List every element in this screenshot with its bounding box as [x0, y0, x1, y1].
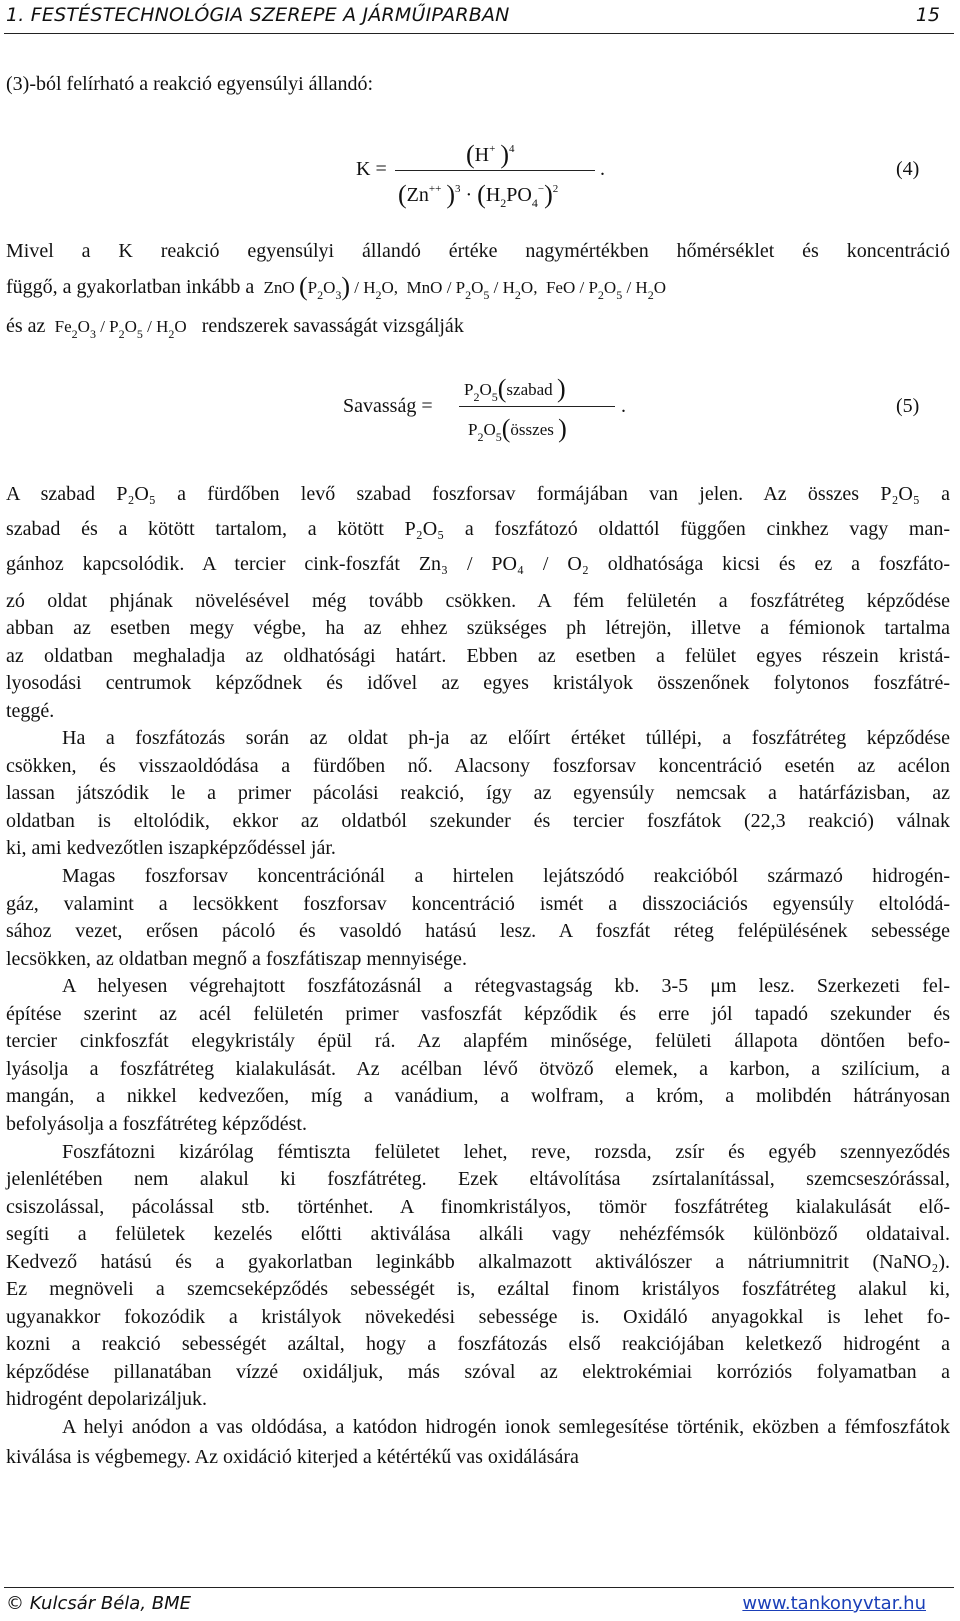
body-line: Kedvező hatású és a gyakorlatban leginkább alkalmazott aktiválószer a nátriumnitrit (NaNO₂). [6, 1251, 950, 1273]
text-line-a: Mivel a K reakció egyensúlyi állandó értéke nagymértékben hőmérséklet és koncentráció [6, 240, 950, 262]
body-line: A helyesen végrehajtott foszfátozásnál a rétegvastagság kb. 3-5 μm lesz. Szerkezeti fel- [62, 975, 950, 997]
eq4-lhs: K = [356, 158, 387, 180]
page-footer [0, 1587, 960, 1621]
eq5-dot: . [621, 395, 626, 417]
body-line: építése szerint az acél felületén primer vasfoszfát képződik és erre jól tapadó szekunder és [6, 1003, 950, 1025]
body-line: oldatban is eltolódik, ekkor az oldatból szekunder és tercier foszfátok (22,3 reakció) válnak [6, 810, 950, 832]
eq5-fraction-bar [459, 406, 615, 407]
eq5-lhs: Savasság = [343, 395, 433, 417]
body-line: Ha a foszfátozás során az oldat ph-ja az előírt értéket túllépi, a foszfátréteg képződése [62, 727, 950, 749]
body-line: gánhoz kapcsolódik. A tercier cink-foszfát Zn₃ / PO₄ / O₂ oldhatósága kicsi és ez a foszfáto- [6, 553, 950, 575]
body-line: zó oldat phjának növelésével még tovább csökken. A fém felületén a foszfátréteg képződése [6, 590, 950, 612]
header-rule [4, 33, 954, 34]
eq4-numerator: (H+ )$^4$ [466, 140, 515, 169]
eq4-fraction-bar [395, 170, 595, 171]
page-number: 15 [915, 4, 940, 26]
body-line: teggé. [6, 700, 55, 722]
body-line: hidrogént depolarizáljuk. [6, 1388, 208, 1410]
eq4-dot: . [600, 158, 605, 180]
body-line: csökken, és visszaoldódása a fürdőben nő. Alacsony foszforsav koncentráció esetén az acélon [6, 755, 950, 777]
footer-link[interactable]: www.tankonyvtar.hu [742, 1593, 926, 1614]
body-line: lyásolja a foszfátréteg kialakulását. Az acélban lévő ötvöző elemek, a karbon, a szilícium, a [6, 1058, 950, 1080]
body-line: jelenlétében nem alakul ki foszfátréteg. Ezek eltávolítása zsírtalanítással, szemcseszórással, [6, 1168, 950, 1190]
body-line: mangán, a nikkel kedvezően, míg a vanádium, a wolfram, a króm, a molibdén hátrányosan [6, 1085, 950, 1107]
text-line-c: és az $Fe_2O_3 / P_2O_5 / H_2O$ rendszerek savasságát vizsgálják [6, 315, 464, 341]
body-line: képződése pillanatában vízzé oxidáljuk, más szóval az elektrokémiai korróziós folyamatban a [6, 1361, 950, 1383]
body-line: befolyásolja a foszfátréteg képződést. [6, 1113, 307, 1135]
body-line: szabad és a kötött tartalom, a kötött P₂O₅ a foszfátozó oldattól függően cinkhez vagy man- [6, 518, 950, 540]
body-line: Magas foszforsav koncentrációnál a hirtelen lejátszódó reakcióból származó hidrogén- [62, 865, 950, 887]
eq4-denominator: (Zn++ )$^3 \cdot (H_2PO_4^-)^2$ [398, 180, 559, 210]
body-line: gáz, valamint a lecsökkent foszforsav koncentráció ismét a disszociációs egyensúly eltolódá- [6, 893, 950, 915]
body-line: Foszfátozni kizárólag fémtiszta felületet lehet, reve, rozsda, zsír és egyéb szennyeződés [62, 1141, 950, 1163]
body-line: kozni a reakció sebességét azáltal, hogy a foszfátozás első reakciójában keletkező hidrogént a [6, 1333, 950, 1355]
chapter-title: 1. FESTÉSTECHNOLÓGIA SZEREPE A JÁRMŰIPARBAN [6, 4, 510, 26]
page-header [0, 0, 960, 36]
body-line: Ez megnöveli a szemcseképződés sebességét is, ezáltal finom kristályos foszfátréteg alakul ki, [6, 1278, 950, 1300]
footer-rule [4, 1587, 954, 1588]
intro-line: (3)-ból felírható a reakció egyensúlyi állandó: [6, 73, 374, 95]
body-paragraph-last: A helyi anódon a vas oldódása, a katódon hidrogén ionok semlegesítése történik, eközben a fémfoszfátok kiválása is végbemegy. Az oxidáció kiterjed a kétértékű vas oxidálására [6, 1416, 950, 1468]
body-line: lecsökken, az oldatban megnő a foszfátiszap mennyisége. [6, 948, 467, 970]
body-line: csiszolással, pácolással stb. történhet. A finomkristályos, tömör foszfátréteg kialakulását elő- [6, 1196, 950, 1218]
body-line: lyosodási centrumok képződnek és idővel az egyes kristályok összenőnek folytonos foszfátré- [6, 672, 950, 694]
body-line: az oldatban meghaladja az oldhatósági határt. Ebben az esetben a felület egyes részein kristá- [6, 645, 950, 667]
footer-author: © Kulcsár Béla, BME [6, 1593, 192, 1614]
body-line: tercier cinkfoszfát elegykristály épül rá. Az alapfém minősége, felületi állapota döntően befo- [6, 1030, 950, 1052]
text-line-b: függő, a gyakorlatban inkább a ZnO $(P_2O_3) / H_2O$, MnO / $P_2O_5 / H_2O$, FeO / $P_2O_5 / H_2O$ [6, 272, 666, 302]
body-line: abban az esetben megy végbe, ha az ehhez szükséges ph létrejön, illetve a fémionok tartalma [6, 617, 950, 639]
body-line: ki, ami kedvezőtlen iszapképződéssel jár. [6, 837, 336, 859]
body-line: segíti a felületek kezelés előtti aktiválása alkáli vagy nehézfémsók különböző oldataival. [6, 1223, 950, 1245]
eq5-numerator: $P_2O_5(szabad$ ) [464, 374, 566, 404]
eq5-denominator: $P_2O_5(összes$ ) [468, 414, 567, 444]
body-line: lassan játszódik le a primer pácolási reakció, így az egyensúly nemcsak a határfázisban, az [6, 782, 950, 804]
eq5-label: (5) [896, 395, 920, 417]
body-line: sához vezet, erősen pácoló és vasoldó hatású lesz. A foszfát réteg felépülésének sebessége [6, 920, 950, 942]
body-line: A szabad P₂O₅ a fürdőben levő szabad foszforsav formájában van jelen. Az összes P₂O₅ a [6, 483, 950, 505]
body-line: ugyanakkor fokozódik a kristályok növekedési sebessége is. Oxidáló anyagokkal is lehet fo- [6, 1306, 950, 1328]
eq4-label: (4) [896, 158, 920, 180]
